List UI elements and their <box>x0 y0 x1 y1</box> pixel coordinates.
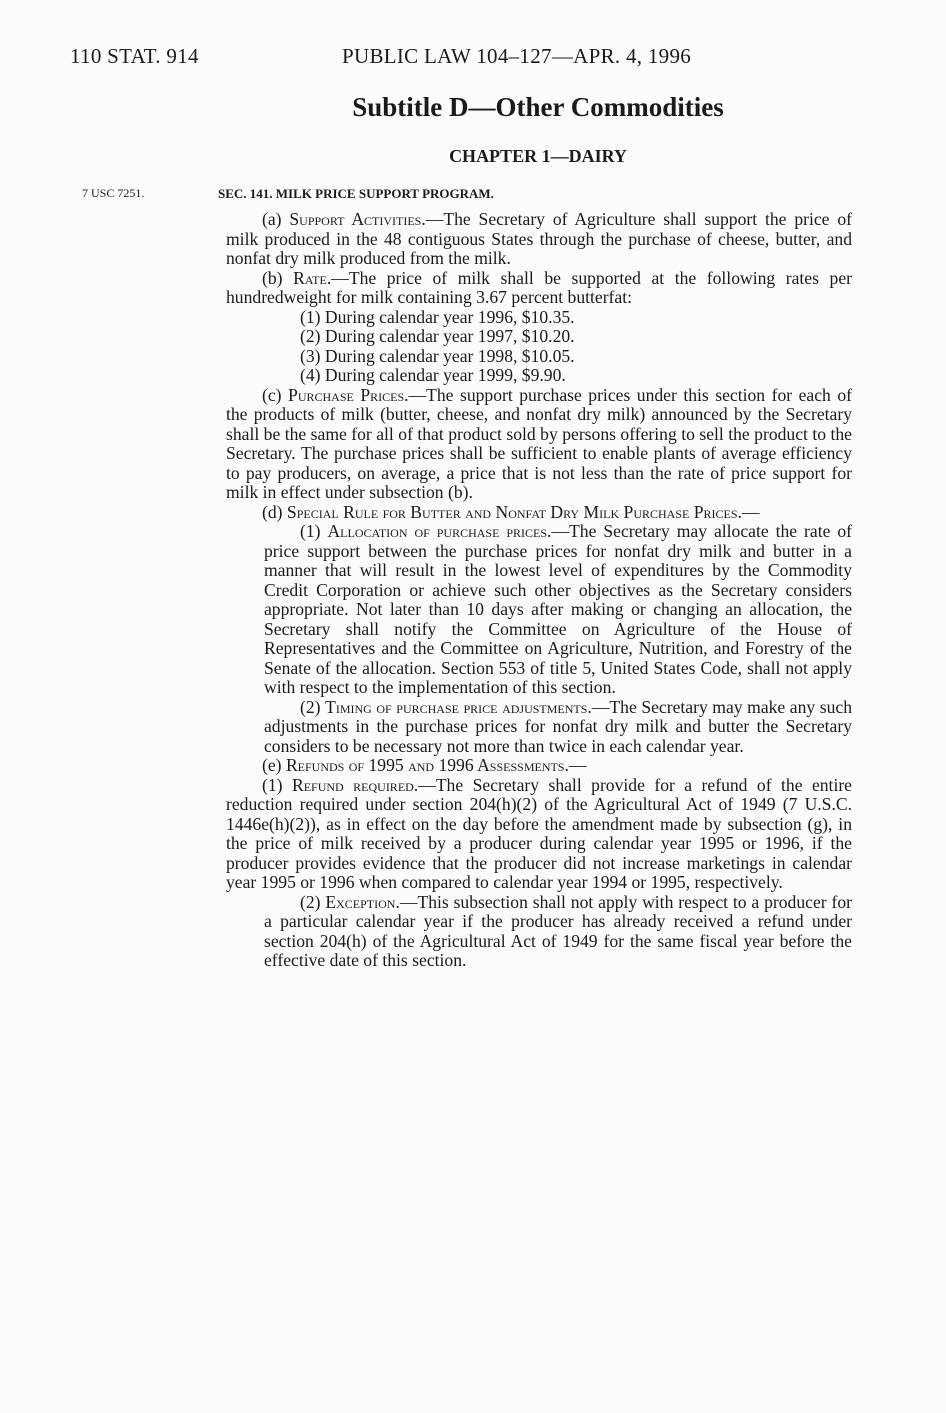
paragraph-b: (b) Rate.—The price of milk shall be supported at the following rates per hundredweight for milk containing 3.67 percent butterfat: <box>226 267 852 307</box>
paragraph-heading: Timing of purchase price adjustments. <box>325 696 592 717</box>
chapter-heading: CHAPTER 1—DAIRY <box>449 146 627 166</box>
paragraph-heading: Special Rule for Butter and Nonfat Dry Milk Purchase Prices. <box>286 501 742 522</box>
paragraph-heading: Rate. <box>293 267 332 288</box>
paragraph-heading: Allocation of purchase prices. <box>327 521 552 541</box>
paragraph-d2: (2) Timing of purchase price adjustments.—The Secretary may make any such adjustments in the purchase prices for nonfat dry milk and butter the Secretary considers to be necessary not more than twice in each calendar year. <box>264 696 852 756</box>
paragraph-a: (a) Support Activities.—The Secretary of Agriculture shall support the price of milk produced in the 48 contiguous States through the purchase of cheese, butter, and nonfat dry milk produced from the milk. <box>226 209 852 268</box>
paragraph-heading: Refund required. <box>291 774 419 795</box>
usc-margin-note: 7 USC 7251. <box>82 186 145 200</box>
paragraph-e: (e) Refunds of 1995 and 1996 Assessments.— <box>262 755 587 775</box>
paragraph-heading: Support Activities. <box>289 209 426 229</box>
paragraph-c: (c) Purchase Prices.—The support purchase prices under this section for each of the products of milk (butter, cheese, and nonfat dry milk) announced by the Secretary shall be the same for all of that product sold by persons offering to sell the product to the Secretary. The purchase prices shall be sufficient to enable plants of average efficiency to pay producers, on average, a price that is not less than the rate of price support for milk in effect under subsection (b). <box>226 384 852 502</box>
paragraph-heading: Purchase Prices. <box>288 384 409 405</box>
subtitle-heading: Subtitle D—Other Commodities <box>352 92 724 122</box>
paragraph-e2: (2) Exception.—This subsection shall not apply with respect to a producer for a particular calendar year if the producer has already received a refund under section 204(h) of the Agricultural Act of 1949 for the same fiscal year before the effective date of this section. <box>264 891 852 970</box>
page-header <box>70 44 886 74</box>
section-body <box>226 210 852 971</box>
paragraph-heading: Refunds of 1995 and 1996 Assessments. <box>285 755 569 775</box>
section-heading: SEC. 141. MILK PRICE SUPPORT PROGRAM. <box>218 186 494 201</box>
rate-item-1999: (4) During calendar year 1999, $9.90. <box>300 365 566 385</box>
paragraph-d: (d) Special Rule for Butter and Nonfat Dry Milk Purchase Prices.— <box>262 501 760 522</box>
stat-page-reference: 110 STAT. 914 <box>70 44 199 68</box>
paragraph-heading: Exception. <box>325 891 400 912</box>
rate-item-1997: (2) During calendar year 1997, $10.20. <box>300 326 575 346</box>
paragraph-e1: (1) Refund required.—The Secretary shall provide for a refund of the entire reduction required under section 204(h)(2) of the Agricultural Act of 1949 (7 U.S.C. 1446e(h)(2)), as in effect on the day before the amendment made by subsection (g), in the price of milk received by a producer during calendar year 1995 or 1996, if the producer provides evidence that the producer did not increase marketings in calendar year 1995 or 1996 when compared to calendar year 1994 or 1995, respectively. <box>226 774 852 892</box>
paragraph-d1: (1) Allocation of purchase prices.—The Secretary may allocate the rate of price support between the purchase prices for nonfat dry milk and butter in a manner that will result in the lowest level of expenditures by the Commodity Credit Corporation or achieve such other objectives as the Secretary considers appropriate. Not later than 10 days after making or changing an allocation, the Secretary shall notify the Committee on Agriculture of the House of Representatives and the Committee on Agriculture, Nutrition, and Forestry of the Senate of the allocation. Section 553 of title 5, United States Code, shall not apply with respect to the implementation of this section. <box>264 521 852 697</box>
public-law-citation: PUBLIC LAW 104–127—APR. 4, 1996 <box>342 44 692 68</box>
rate-item-1996: (1) During calendar year 1996, $10.35. <box>300 306 575 327</box>
rate-item-1998: (3) During calendar year 1998, $10.05. <box>300 345 575 366</box>
